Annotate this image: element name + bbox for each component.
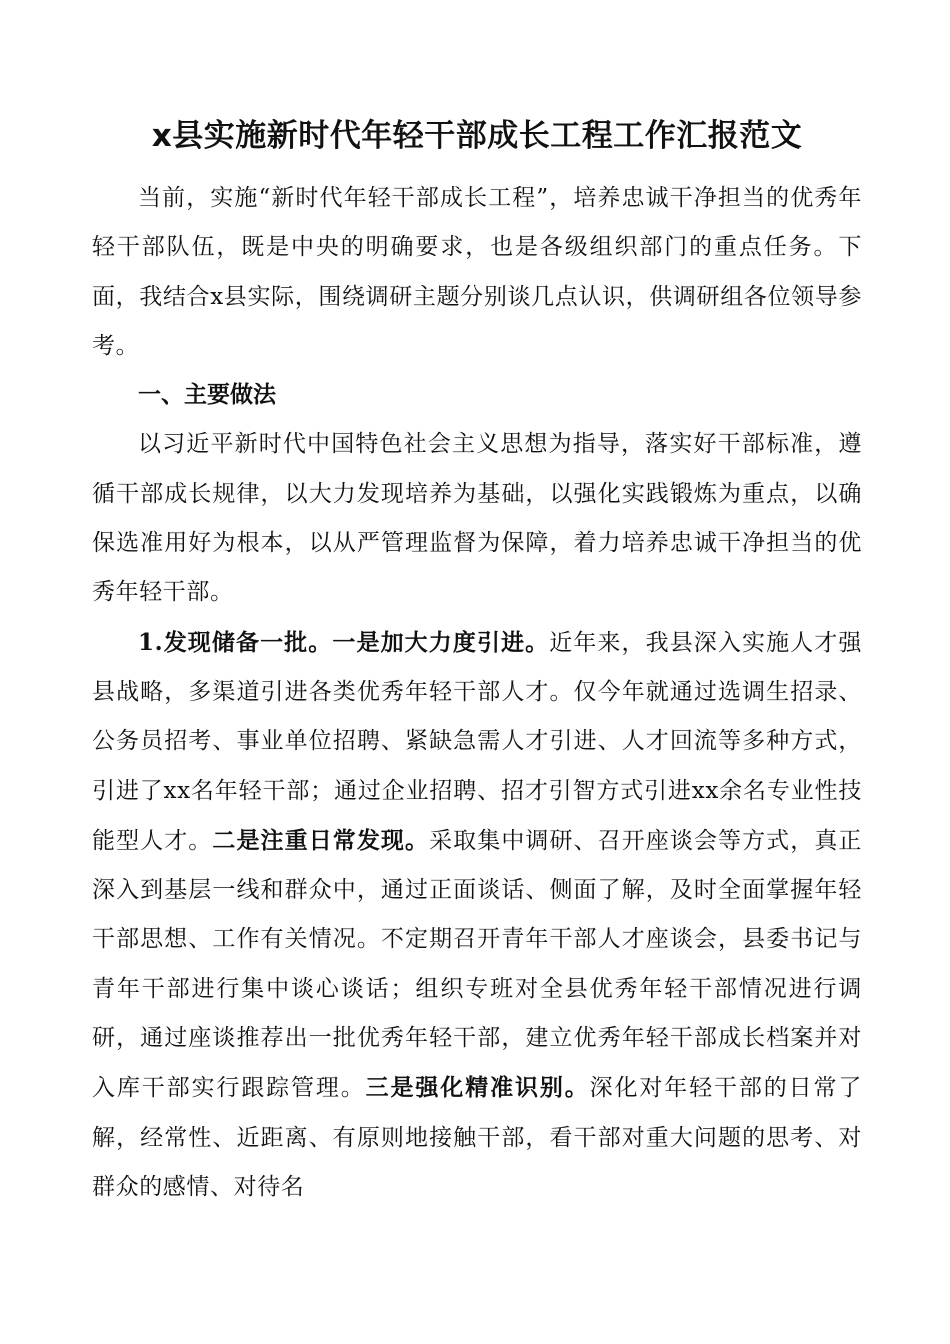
- subpoint-text-1: 近年来，我县深入实施人才强县战略，多渠道引进各类优秀年轻干部人才。仅今年就通过选调生招录、公务员招考、事业单位招聘、紧缺急需人才引进、人才回流等多种方式，引进了xx名年轻干部；通过企业招聘、招才引智方式引进xx余名专业性技能型人才。: [92, 629, 862, 854]
- intro-paragraph: 当前，实施“新时代年轻干部成长工程”，培养忠诚干净担当的优秀年轻干部队伍，既是中央的明确要求，也是各级组织部门的重点任务。下面，我结合x县实际，围绕调研主题分别谈几点认识，供调研组各位领导参考。: [92, 185, 862, 359]
- subpoint-label-2: 二是注重日常发现。: [212, 826, 430, 854]
- subpoint-text-2: 采取集中调研、召开座谈会等方式，真正深入到基层一线和群众中，通过正面谈话、侧面了解，及时全面掌握年轻干部思想、工作有关情况。不定期召开青年干部人才座谈会，县委书记与青年干部进行集中谈心谈话；组织专班对全县优秀年轻干部情况进行调研，通过座谈推荐出一批优秀年轻干部，建立优秀年轻干部成长档案并对入库干部实行跟踪管理。: [92, 827, 862, 1102]
- item-paragraph-discover-reserve: [92, 618, 862, 1213]
- section-heading-main-practices: 一、主要做法: [138, 382, 276, 409]
- subpoint-text-3: 深化对年轻干部的日常了解，经常性、近距离、有原则地接触干部，看干部对重大问题的思考、对群众的感情、对待名: [92, 1075, 862, 1200]
- subpoint-label-3: 三是强化精准识别。: [365, 1074, 590, 1102]
- subpoint-label-1: 一是加大力度引进。: [332, 628, 550, 656]
- section-paragraph: 以习近平新时代中国特色社会主义思想为指导，落实好干部标准，遵循干部成长规律，以大力发现培养为基础，以强化实践锻炼为重点，以确保选准用好为根本，以从严管理监督为保障，着力培养忠诚干净担当的优秀年轻干部。: [92, 431, 862, 606]
- document-title: x县实施新时代年轻干部成长工程工作汇报范文: [151, 118, 803, 154]
- item-lead: 1.发现储备一批。: [138, 628, 333, 656]
